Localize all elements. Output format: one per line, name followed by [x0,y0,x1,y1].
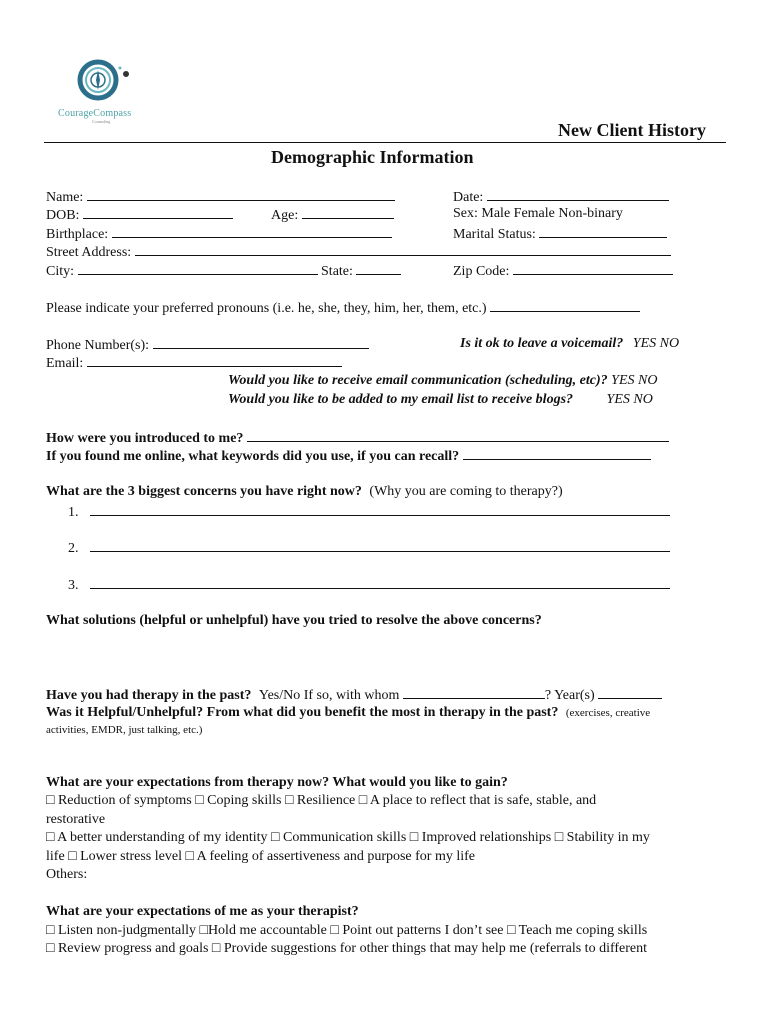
intro-row [46,428,669,448]
dob-row [46,205,233,225]
birthplace-field[interactable] [112,224,392,238]
expectations-line: restorative [46,812,106,827]
zip-label: Zip Code: [453,264,510,279]
helpful-note: (exercises, creative [565,707,651,719]
voicemail-row [460,335,679,353]
zip-field[interactable] [513,261,673,275]
birthplace-row [46,224,392,244]
street-row [46,242,671,262]
pronouns-row [46,298,640,318]
intro-field[interactable] [247,428,669,442]
others-label: Others: [46,867,88,882]
helpful-note-cont: activities, EMDR, just talking, etc.) [46,724,203,736]
concern-field[interactable] [90,538,670,552]
name-row [46,187,395,207]
expectations-question: What are your expectations from therapy now? What would you like to gain? [46,775,508,790]
helpful-row [46,704,650,722]
marital-label: Marital Status: [453,227,536,242]
therapist-options-line[interactable]: □ Listen non-judgmentally □Hold me accountable □ Point out patterns I don’t see □ Teach me coping skills [46,923,648,938]
logo-subtext: Counseling [92,119,111,124]
blog-question: Would you like to be added to my email list to receive blogs? [228,392,574,407]
marital-row [453,224,667,244]
concerns-question: What are the 3 biggest concerns you have right now? [46,484,362,499]
blog-row [228,391,653,409]
section-title: Demographic Information [271,147,474,167]
sex-options[interactable]: Sex: Male Female Non-binary [453,206,623,221]
concern-number: 3. [68,578,79,593]
age-field[interactable] [302,205,394,219]
phone-field[interactable] [153,335,369,349]
email-comm-row [228,372,657,390]
therapist-options-line[interactable]: □ Review progress and goals □ Provide suggestions for other things that may help me (referrals to different [46,941,648,956]
expectations-line[interactable]: □ A better understanding of my identity □ Communication skills □ Improved relationships □ Stability in my [46,830,650,845]
blog-options[interactable]: YES NO [606,392,653,407]
therapy-past-question: Have you had therapy in the past? [46,688,252,703]
zip-row [453,261,673,281]
voicemail-question: Is it ok to leave a voicemail? [460,336,624,351]
name-label: Name: [46,190,84,205]
keywords-question: If you found me online, what keywords did you use, if you can recall? [46,449,460,464]
dob-label: DOB: [46,208,80,223]
form-title: New Client History [558,120,706,140]
concern-field[interactable] [90,575,670,589]
birthplace-label: Birthplace: [46,227,109,242]
dob-field[interactable] [83,205,233,219]
intro-question: How were you introduced to me? [46,431,244,446]
therapist-question: What are your expectations of me as your therapist? [46,904,359,919]
phone-row [46,335,369,355]
therapy-past-row [46,685,662,705]
concern-item [68,538,670,558]
email-comm-options[interactable]: YES NO [611,373,658,388]
concern-item [68,502,670,522]
concerns-row [46,483,563,501]
phone-label: Phone Number(s): [46,338,150,353]
date-row [453,187,669,207]
concerns-note: (Why you are coming to therapy?) [369,484,563,499]
header-rule [44,142,726,143]
email-label: Email: [46,356,84,371]
expectations-line[interactable]: life □ Lower stress level □ A feeling of assertiveness and purpose for my life [46,849,476,864]
city-field[interactable] [78,261,318,275]
date-label: Date: [453,190,484,205]
solutions-question: What solutions (helpful or unhelpful) have you tried to resolve the above concerns? [46,613,542,628]
concern-field[interactable] [90,502,670,516]
street-label: Street Address: [46,245,132,260]
street-field[interactable] [135,242,671,256]
email-comm-question: Would you like to receive email communication (scheduling, etc)? [228,373,608,388]
years-label: ? Year(s) [544,688,595,703]
city-row [46,261,401,281]
concern-number: 1. [68,505,79,520]
date-field[interactable] [487,187,669,201]
years-field[interactable] [598,685,662,699]
concern-item [68,575,670,595]
age-label: Age: [271,208,299,223]
pronouns-label: Please indicate your preferred pronouns (i.e. he, she, they, him, her, them, etc.) [46,301,487,316]
voicemail-options[interactable]: YES NO [632,336,680,351]
email-field[interactable] [87,353,342,367]
marital-field[interactable] [539,224,667,238]
logo-text: CourageCompass [58,108,132,119]
age-row [271,205,394,225]
state-label: State: [321,264,353,279]
helpful-question: Was it Helpful/Unhelpful? From what did you benefit the most in therapy in the past? [46,705,559,720]
expectations-line[interactable]: □ Reduction of symptoms □ Coping skills □ Resilience □ A place to reflect that is safe, stable, and [46,793,597,808]
therapist-name-field[interactable] [403,685,545,699]
pronouns-field[interactable] [490,298,640,312]
keywords-row [46,446,651,466]
name-field[interactable] [87,187,395,201]
email-row [46,353,342,373]
therapy-past-options[interactable]: Yes/No If so, with whom [258,688,400,703]
keywords-field[interactable] [463,446,651,460]
city-label: City: [46,264,75,279]
concern-number: 2. [68,541,79,556]
state-field[interactable] [356,261,401,275]
